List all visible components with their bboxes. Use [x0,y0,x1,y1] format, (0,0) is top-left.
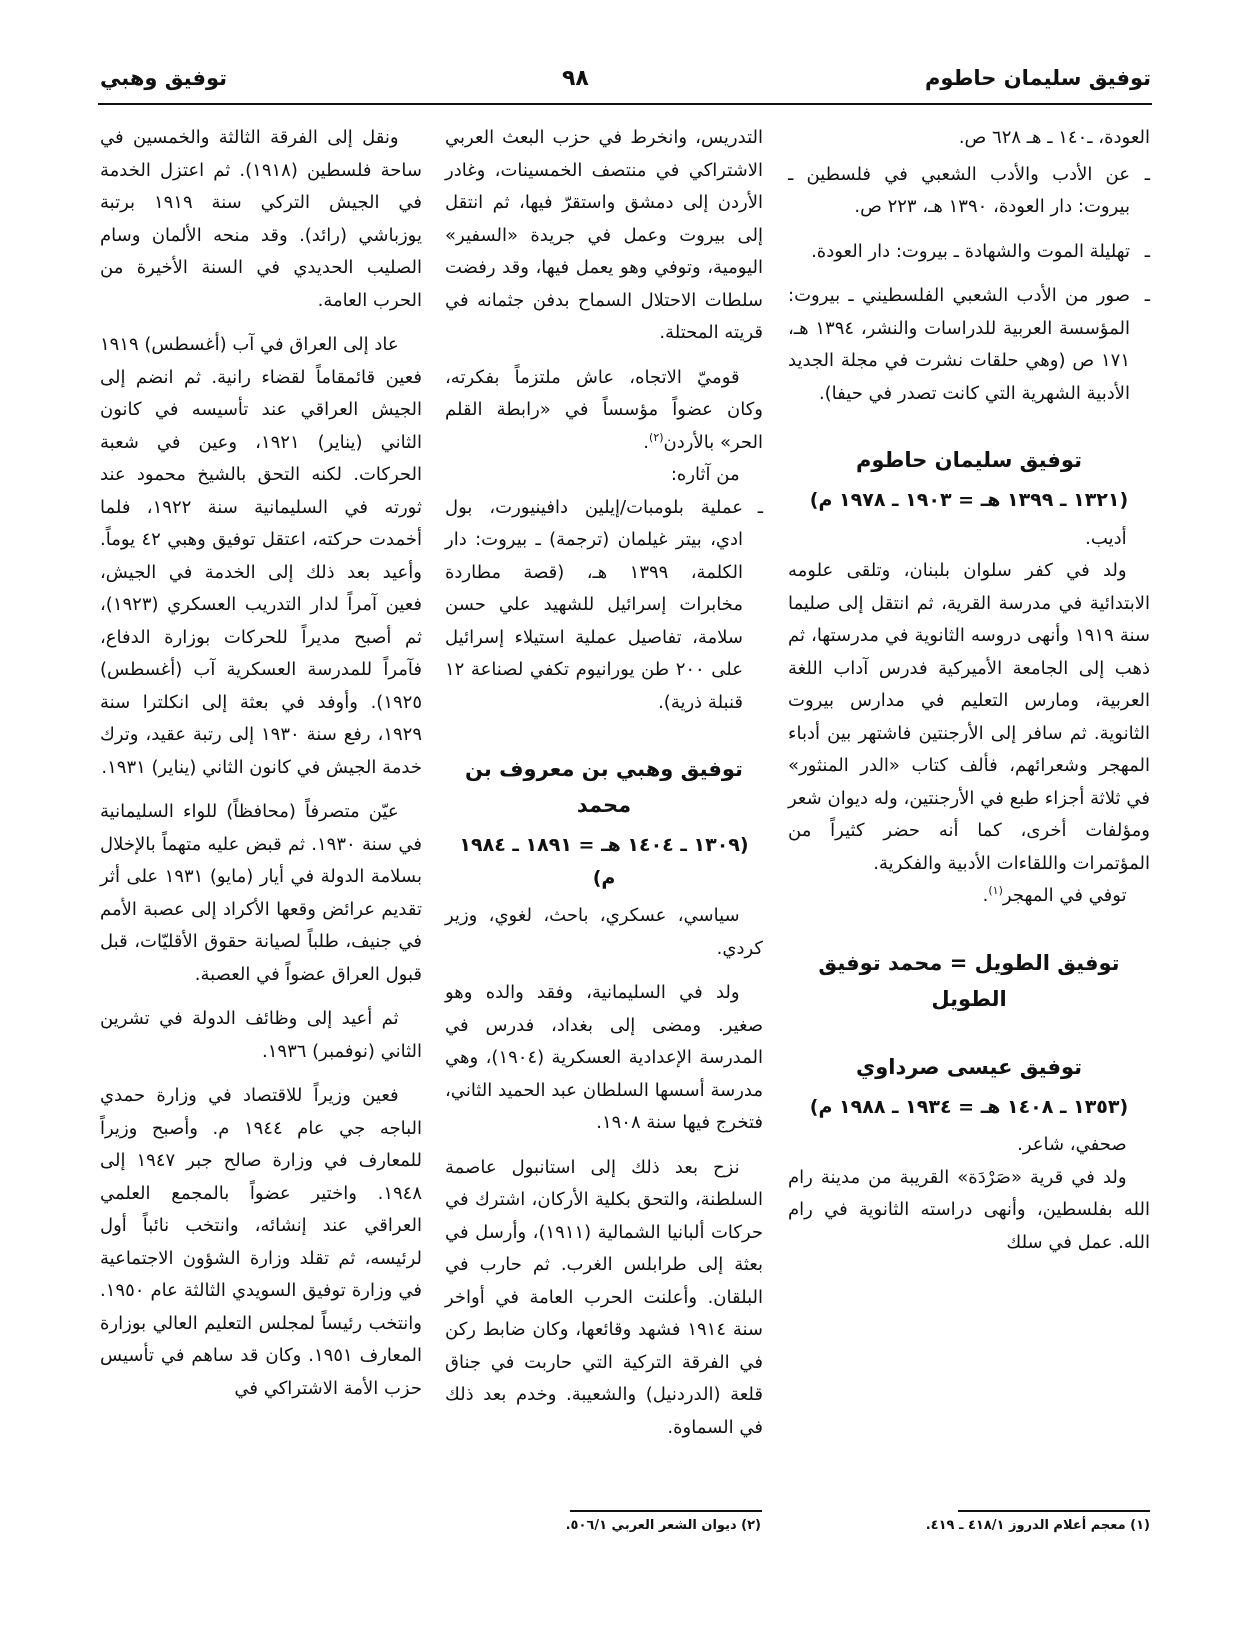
entry-paragraph: عاد إلى العراق في آب (أغسطس) ١٩١٩ فعين قائمقاماً لقضاء رانية. ثم انضم إلى الجيش العراقي عند تأسيسه في كانون الثاني (يناير) ١٩٢١، وعين في شعبة الحركات. لكنه التحق بالشيخ محمود عند ثورته في السليمانية سنة ١٩٢٢، فلما أخمدت حركته، اعتقل توفيق وهبي ٤٢ يوماً. وأعيد بعد ذلك إلى الخدمة في الجيش، فعين آمراً لدار التدريب العسكري (١٩٢٣)، ثم أصبح مديراً للحركات بوزارة الدفاع، فآمراً للمدرسة العسكرية آب (أغسطس) ١٩٢٥). وأوفد في بعثة إلى انكلترا سنة ١٩٢٩، رفع سنة ١٩٣٠ إلى رتبة عقيد، وترك خدمة الجيش في كانون الثاني (يناير) ١٩٣١. [100,334,423,778]
footnote-ref[interactable]: (٢) [649,430,664,444]
entry-heading: توفيق وهبي بن معروف بن محمد [465,757,743,817]
right-column [788,122,1150,1259]
entry-heading: توفيق الطويل = محمد توفيق الطويل [818,950,1120,1011]
footnote-ref[interactable]: (١) [988,884,1003,897]
running-head-left: توفيق وهبي [100,66,228,90]
orientation-paragraph [445,362,763,460]
work-item: ـ عن الأدب والأدب الشعبي في فلسطين ـ بيروت: دار العودة، ١٣٩٠ هـ، ٢٢٣ ص. [788,163,1150,217]
work-title: عملية بلومبات/إيلين دافينيورت، بول ادي، بيتر غيلمان (ترجمة) ـ بيروت: دار الكلمة، ١٣٩٩ هـ، (قصة مطاردة مخابرات إسرائيل للشهيد علي حسن سلامة، تفاصيل عملية استيلاء إسرائيل على ٢٠٠ طن يورانيوم تكفي لصناعة ١٢ قنبلة ذرية). [445,496,743,713]
footnote: (١) معجم أعلام الدروز ٤١٨/١ ـ ٤١٩. [925,1518,1150,1533]
middle-column [445,122,763,1456]
header-rule [98,103,1152,105]
entry-dates: (١٣٠٩ ـ ١٤٠٤ هـ = ١٨٩١ ـ ١٩٨٤ م) [459,834,749,889]
entry-description: سياسي، عسكري، باحث، لغوي، وزير كردي. [445,905,763,959]
work-title: صور من الأدب الشعبي الفلسطيني ـ بيروت: المؤسسة العربية للدراسات والنشر، ١٣٩٤ هـ، ١٧١ ص (وهي حلقات نشرت في مجلة الجديد الأدبية الشهرية التي كانت تصدر في حيفا). [788,285,1130,404]
punctuation: . [982,885,989,906]
entry-paragraph: عيّن متصرفاً (محافظاً) للواء السليمانية في سنة ١٩٣٠. ثم قبض عليه متهماً بالإخلال بسلامة الدولة في أيار (مايو) ١٩٣١ على أثر تقديم عرائض وقعها الأكراد إلى عصبة الأمم في جنيف، طلباً لصيانة حقوق الأقليّات، قبل قبول العراق عضواً في العصبة. [100,801,423,985]
entry-dates: (١٣٢١ ـ ١٣٩٩ هـ = ١٩٠٣ ـ ١٩٧٨ م) [809,489,1129,511]
work-title: تهليلة الموت والشهادة ـ بيروت: دار العودة. [811,240,1130,262]
entry-death [788,880,1150,913]
entry-paragraph: ولد في كفر سلوان بلبنان، وتلقى علومه الابتدائية في مدرسة القرية، ثم انتقل إلى صليما سنة ١٩١٩ وأنهى دروسه الثانوية في مدرستها، ثم ذهب إلى الجامعة الأميركية فدرس آداب اللغة العربية، ومارس التعليم في مدارس بيروت الثانوية. ثم سافر إلى الأرجنتين فاشتهر بين أدباء المهجر وشعرائهم، فألف كتاب «الدر المنثور» في ثلاثة أجزاء طبع في الأرجنتين، وله ديوان شعر ومؤلفات أخرى، كما أنه حضر كثيراً من المؤتمرات واللقاءات الأدبية والفكرية. [788,560,1150,874]
entry-paragraph: نزح بعد ذلك إلى استانبول عاصمة السلطنة، والتحق بكلية الأركان، اشترك في حركات ألبانيا الشمالية (١٩١١)، وأرسل في بعثة إلى طرابلس الغرب. ثم حارب في البلقان. وأعلنت الحرب العامة في أواخر سنة ١٩١٤ فشهد وقائعها، وكان ضابط ركن في الفرقة التركية التي حاربت في جناق قلعة (الدردنيل) والشعيبة. وخدم بعد ذلك في السماوة. [445,1156,764,1438]
entry-heading: توفيق سليمان حاطوم [856,448,1082,472]
entry-description: أديب. [1085,527,1127,549]
entry-description: صحفي، شاعر. [1017,1134,1127,1155]
entry-heading: توفيق عيسى صرداوي [855,1054,1083,1079]
footnote: (٢) ديوان الشعر العربي ٥٠٦/١. [565,1518,761,1533]
entry-paragraph: ولد في السليمانية، وفقد والده وهو صغير. ومضى إلى بغداد، فدرس في المدرسة الإعدادية العسكرية (١٩٠٤)، وهي مدرسة أسسها السلطان عبد الحميد الثاني، فتخرج فيها سنة ١٩٠٨. [445,982,764,1133]
entry-paragraph: ونقل إلى الفرقة الثالثة والخمسين في ساحة فلسطين (١٩١٨). ثم اعتزل الخدمة في الجيش التركي سنة ١٩١٩ برتبة يوزباشي (رائد). وقد منحه الألمان وسام الصليب الحديدي في السنة الأخيرة من الحرب العامة. [100,127,422,311]
running-head-right: توفيق سليمان حاطوم [925,66,1151,90]
entry-paragraph: ولد في قرية «صَرْدَة» القريبة من مدينة رام الله بفلسطين، وأنهى دراسته الثانوية في رام الله. عمل في سلك [788,1166,1150,1253]
death-text: توفي في المهجر [1002,885,1127,906]
page-number: ٩٨ [562,66,589,91]
entry-paragraph: ثم أعيد إلى وظائف الدولة في تشرين الثاني (نوفمبر) ١٩٣٦. [100,1008,422,1062]
work-title: عن الأدب والأدب الشعبي في فلسطين ـ بيروت: دار العودة، ١٣٩٠ هـ، ٢٢٣ ص. [788,163,1130,217]
punctuation: . [643,431,650,453]
entry-dates: (١٣٥٣ ـ ١٤٠٨ هـ = ١٩٣٤ ـ ١٩٨٨ م) [809,1095,1129,1118]
works-label: من آثاره: [670,464,740,485]
footnote-rule [570,1510,762,1512]
work-item: ـ عملية بلومبات/إيلين دافينيورت، بول ادي، بيتر غيلمان (ترجمة) ـ بيروت: دار الكلمة، ١٣٩٩ هـ، (قصة مطاردة مخابرات إسرائيل للشهيد علي حسن سلامة، تفاصيل عملية استيلاء إسرائيل على ٢٠٠ طن يورانيوم تكفي لصناعة ١٢ قنبلة ذرية). [445,496,763,713]
work-item: ـ صور من الأدب الشعبي الفلسطيني ـ بيروت: المؤسسة العربية للدراسات والنشر، ١٣٩٤ هـ، ١٧١ ص (وهي حلقات نشرت في مجلة الجديد الأدبية الشهرية التي كانت تصدر في حيفا). [788,285,1150,404]
footnote-rule [958,1510,1150,1512]
continuation-text: العودة، ـ١٤٠ ـ هـ ٦٢٨ ص. [958,127,1150,148]
continuation-text: التدريس، وانخرط في حزب البعث العربي الاشتراكي في منتصف الخمسينات، وغادر الأردن إلى دمشق واستقرّ فيها، ثم انتقل إلى بيروت وعمل في جريدة «السفير» اليومية، وتوفي وهو يعمل فيها، وقد رفضت سلطات الاحتلال السماح بدفن جثمانه في قريته المحتلة. [445,127,763,343]
left-column [100,122,422,1417]
entry-paragraph: فعين وزيراً للاقتصاد في وزارة حمدي الباجه جي عام ١٩٤٤ م. وأصبح وزيراً للمعارف في وزارة صالح جبر ١٩٤٧ إلى ١٩٤٨. واختير عضواً بالمجمع العلمي العراقي عند إنشائه، وانتخب نائباً أول لرئيسه، ثم تقلد وزارة الشؤون الاجتماعية في وزارة توفيق السويدي الثالثة عام ١٩٥٠. وانتخب رئيساً لمجلس التعليم العالي بوزارة المعارف ١٩٥١. وكان قد ساهم في تأسيس حزب الأمة الاشتراكي في [100,1085,422,1399]
work-item: ـ تهليلة الموت والشهادة ـ بيروت: دار العودة. [811,240,1150,262]
orientation-text: قوميّ الاتجاه، عاش ملتزماً بفكرته، وكان عضواً مؤسساً في «رابطة القلم الحر» بالأردن [445,366,763,453]
